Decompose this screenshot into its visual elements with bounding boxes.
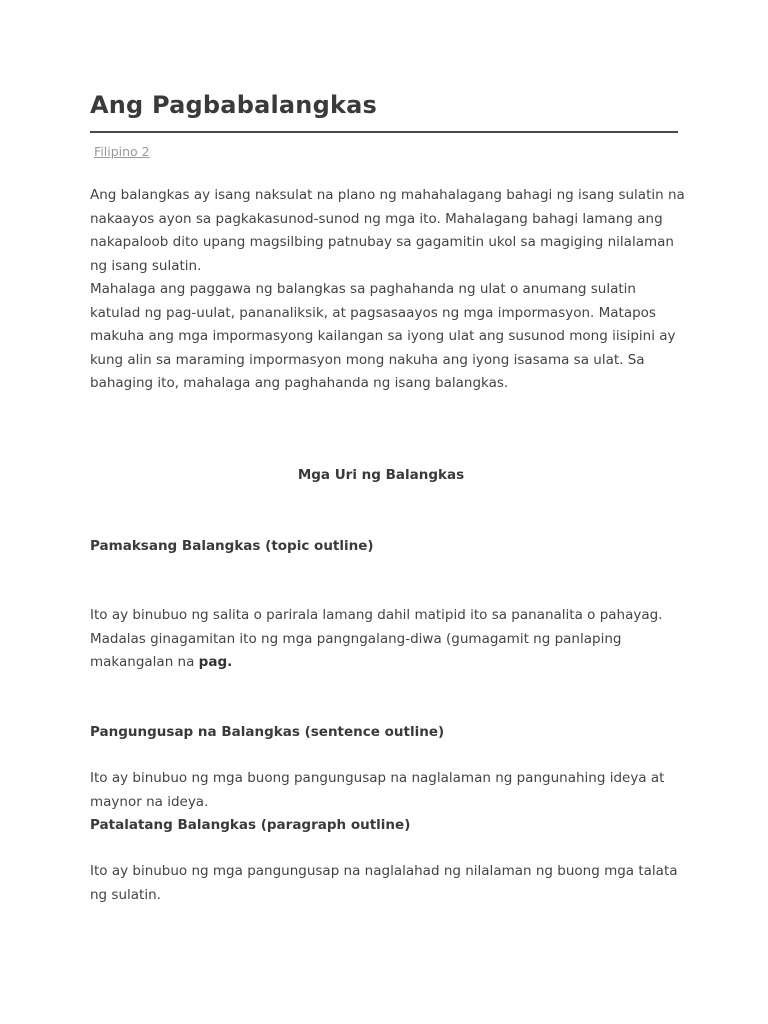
intro-paragraph-1: Ang balangkas ay isang naksulat na plano ng mahahalagang bahagi ng isang sulatin na nakaayos ayon sa pagkakasunod-sunod ng mga ito. Mahalagang bahagi lamang ang nakapaloob dito upang magsilbing patnubay sa gagamitin ukol sa magiging nilalaman ng isang sulatin. (90, 187, 685, 274)
paragraph-outline-text: Ito ay binubuo ng mga pangungusap na naglalahad ng nilalaman ng buong mga talata ng sulatin. (90, 863, 678, 903)
topic-outline-heading: Pamaksang Balangkas (topic outline) (90, 538, 374, 554)
intro-paragraph-2: Mahalaga ang paggawa ng balangkas sa paghahanda ng ulat o anumang sulatin katulad ng pag-uulat, pananaliksik, at pagsasaayos ng mga impormasyon. Matapos makuha ang mga impormasyong kailangan sa iyong ulat ang susunod mong iisipini ay kung alin sa maraming impormasyon mong nakuha ang iyong isasama sa ulat. Sa bahaging ito, mahalaga ang paghahanda ng isang balangkas. (90, 281, 676, 391)
paragraph-outline-heading: Patalatang Balangkas (paragraph outline) (90, 817, 411, 833)
topic-outline-bold-term: pag. (198, 654, 233, 670)
topic-outline-body: Ito ay binubuo ng salita o parirala lamang dahil matipid ito sa pananalita o pahayag. Madalas ginagamitan ito ng mga pangngalang-diwa (gumagamit ng panlaping makangalan na (90, 607, 663, 670)
sentence-outline-heading: Pangungusap na Balangkas (sentence outline) (90, 724, 445, 740)
category-link[interactable]: Filipino 2 (94, 144, 150, 159)
types-heading: Mga Uri ng Balangkas (297, 467, 465, 483)
sentence-outline-text: Ito ay binubuo ng mga buong pangungusap na naglalaman ng pangunahing ideya at maynor na ideya. (90, 770, 665, 810)
title-divider (90, 131, 678, 133)
page-title: Ang Pagbabalangkas (90, 91, 377, 119)
topic-outline-text (90, 604, 690, 675)
